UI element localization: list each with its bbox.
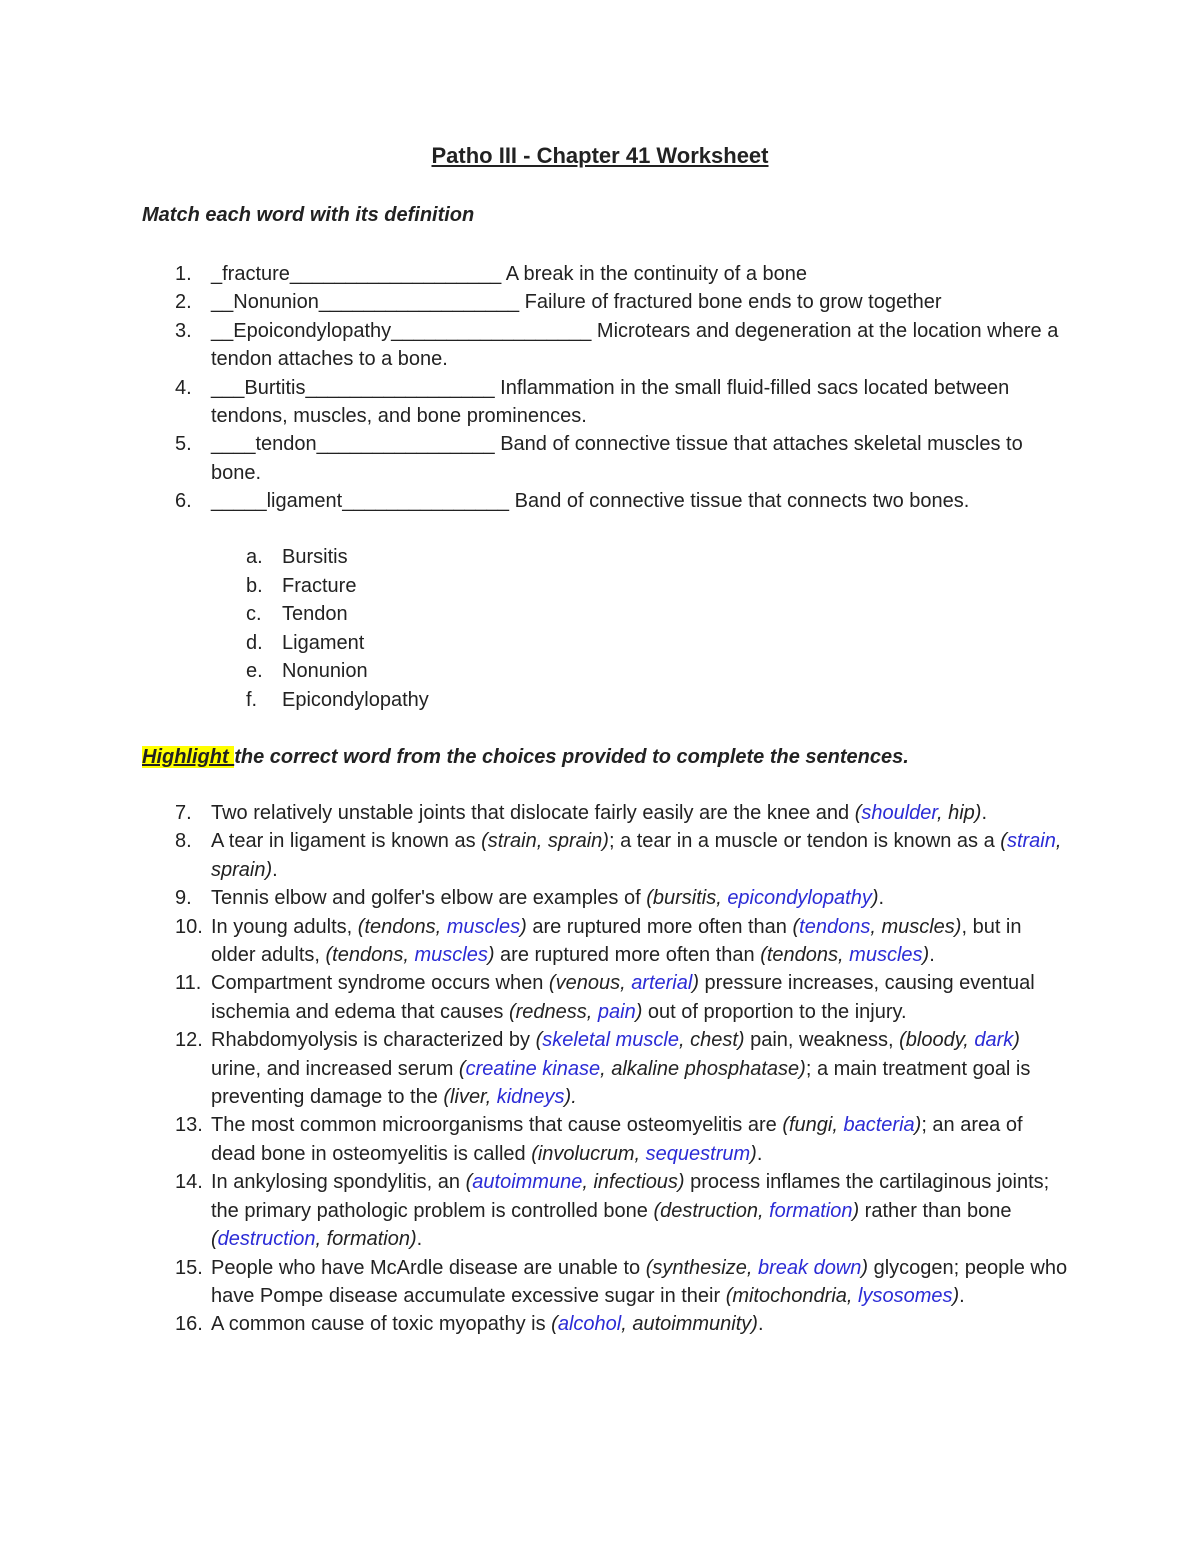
- answer-text: _____ligament_______________: [211, 490, 510, 513]
- selected-answer: formation: [769, 1199, 853, 1222]
- selected-answer: sequestrum: [645, 1142, 751, 1165]
- option-text: ): [487, 944, 495, 967]
- sentence-list: [0, 799, 1200, 1339]
- selected-answer: autoimmune: [472, 1171, 583, 1194]
- sentence-item: 12. Rhabdomyolysis is characterized by (skeletal muscle, chest) pain, weakness, (bloody, dark) urine, and increased serum (creatine kinase, alkaline phosphatase); a main treatment goal is preventing damage to the (liver, kidneys).: [175, 1029, 1031, 1109]
- option-text: ): [750, 1142, 757, 1165]
- option-text: ): [520, 915, 527, 938]
- option-text: (: [792, 915, 800, 938]
- matching-item: 5. ____tendon________________ Band of connective tissue that attaches skeletal muscles to bone.: [175, 433, 1023, 484]
- option-text: (bursitis,: [646, 887, 728, 910]
- selected-answer: epicondylopathy: [727, 887, 872, 910]
- option-text: , muscles): [870, 915, 962, 938]
- option-text: , formation): [315, 1228, 417, 1251]
- sentence-text: Two relatively unstable joints that dislocate fairly easily are the knee and: [211, 802, 855, 824]
- option-text: (strain, sprain): [481, 830, 609, 853]
- option-text: , sprain): [211, 830, 1062, 881]
- option-text: (: [854, 802, 862, 824]
- option-text: , infectious): [582, 1171, 685, 1194]
- sentence-text: ; an area of dead bone in osteomyelitis is called: [211, 1114, 1023, 1165]
- option-text: , autoimmunity): [621, 1313, 758, 1336]
- option-text: ).: [564, 1086, 577, 1109]
- sentence-text: process inflames the cartilaginous joints; the primary pathologic problem is controlled bone: [211, 1171, 1050, 1222]
- sentence-item: 13. The most common microorganisms that cause osteomyelitis are (fungi, bacteria); an area of dead bone in osteomyelitis is called (involucrum, sequestrum).: [175, 1114, 1023, 1165]
- option-text: (: [211, 1228, 218, 1251]
- sentence-text: A tear in ligament is known as: [211, 830, 482, 853]
- section2-heading: [142, 743, 909, 771]
- option-text: (bloody,: [899, 1029, 975, 1052]
- option-text: (venous,: [548, 972, 632, 995]
- selected-answer: skeletal muscle: [542, 1029, 679, 1052]
- choice-item: e. Nonunion: [246, 660, 368, 682]
- definition-text: Inflammation in the small fluid-filled sacs located between tendons, muscles, and bone prominences.: [211, 376, 1010, 428]
- sentence-text: Tennis elbow and golfer's elbow are examples of: [211, 887, 647, 910]
- sentence-text: out of proportion to the injury.: [642, 1000, 907, 1023]
- definition-text: Failure of fractured bone ends to grow together: [519, 291, 942, 314]
- highlight-word: Highlight: [142, 746, 235, 768]
- sentence-text: glycogen; people who have Pompe disease accumulate excessive sugar in their: [211, 1256, 1068, 1307]
- answer-text: __Nonunion__________________: [211, 291, 520, 314]
- option-text: (: [1000, 830, 1007, 853]
- section1-heading: Match each word with its definition: [142, 204, 475, 226]
- option-text: , chest): [678, 1029, 745, 1052]
- sentence-item: 14. In ankylosing spondylitis, an (autoimmune, infectious) process inflames the cartilaginous joints; the primary pathologic problem is controlled bone (destruction, formation) rather than bone (destruction, formation).: [175, 1171, 1050, 1251]
- option-text: (tendons,: [760, 944, 850, 967]
- selected-answer: muscles: [446, 915, 521, 938]
- sentence-text: In ankylosing spondylitis, an: [211, 1171, 466, 1194]
- option-text: (: [465, 1171, 473, 1194]
- selected-answer: alcohol: [557, 1313, 622, 1336]
- sentence-text: Rhabdomyolysis is characterized by: [211, 1029, 536, 1052]
- option-text: , alkaline phosphatase): [600, 1057, 806, 1080]
- sentence-text: ; a main treatment goal is preventing damage to the: [211, 1057, 1031, 1109]
- definition-text: Band of connective tissue that connects two bones.: [509, 490, 970, 513]
- selected-answer: strain: [1006, 830, 1056, 853]
- choices-list: [0, 543, 600, 714]
- choice-item: a. Bursitis: [246, 546, 348, 568]
- option-text: (involucrum,: [531, 1142, 646, 1165]
- option-text: ): [914, 1114, 922, 1137]
- option-text: (liver,: [443, 1086, 497, 1109]
- choice-item: d. Ligament: [246, 631, 365, 654]
- option-text: (: [535, 1029, 543, 1052]
- option-text: (fungi,: [782, 1114, 844, 1137]
- sentence-item: 7. Two relatively unstable joints that dislocate fairly easily are the knee and (shoulder, hip).: [175, 802, 988, 824]
- option-text: ): [922, 944, 930, 967]
- option-text: (destruction,: [653, 1199, 770, 1222]
- sentence-text: are ruptured more often than: [526, 915, 793, 938]
- matching-item: 1. _fracture___________________ A break in the continuity of a bone: [175, 263, 808, 285]
- sentence-text: rather than bone: [859, 1199, 1012, 1222]
- option-text: (mitochondria,: [725, 1284, 858, 1307]
- selected-answer: arterial: [631, 972, 693, 995]
- selected-answer: lysosomes: [858, 1284, 953, 1307]
- answer-text: ___Burtitis_________________: [211, 376, 495, 399]
- matching-list: [0, 260, 1200, 516]
- selected-answer: shoulder: [861, 802, 937, 824]
- matching-item: 3. __Epoicondylopathy__________________ Microtears and degeneration at the location where a tendon attaches to a bone.: [175, 319, 1059, 371]
- answer-text: _fracture___________________: [211, 263, 502, 285]
- sentence-text: pain, weakness,: [744, 1029, 900, 1052]
- sentence-text: A common cause of toxic myopathy is: [211, 1313, 552, 1336]
- sentence-text: .: [272, 858, 278, 881]
- definition-text: Band of connective tissue that attaches skeletal muscles to bone.: [211, 433, 1023, 484]
- option-text: ): [1013, 1029, 1020, 1052]
- matching-item: 2. __Nonunion__________________ Failure of fractured bone ends to grow together: [175, 291, 942, 314]
- sentence-text: are ruptured more often than: [494, 944, 761, 967]
- option-text: ): [871, 887, 879, 910]
- sentence-text: pressure increases, causing eventual ischemia and edema that causes: [211, 972, 1035, 1023]
- sentence-text: .: [756, 1142, 763, 1165]
- option-text: (: [551, 1313, 558, 1336]
- selected-answer: break down: [757, 1256, 862, 1279]
- selected-answer: muscles: [849, 944, 923, 967]
- definition-text: Microtears and degeneration at the location where a tendon attaches to a bone.: [211, 319, 1059, 371]
- sentence-item: 9. Tennis elbow and golfer's elbow are examples of (bursitis, epicondylopathy).: [175, 887, 885, 910]
- answer-text: __Epoicondylopathy__________________: [211, 319, 592, 342]
- sentence-text: .: [981, 802, 988, 824]
- selected-answer: muscles: [414, 944, 488, 967]
- sentence-item: 15. People who have McArdle disease are unable to (synthesize, break down) glycogen; people who have Pompe disease accumulate excessive sugar in their (mitochondria, lysosomes).: [175, 1256, 1068, 1307]
- sentence-item: 10. In young adults, (tendons, muscles) are ruptured more often than (tendons, muscles), but in older adults, (tendons, muscles) are ruptured more often than (tendons, muscles).: [175, 915, 1022, 967]
- sentence-item: 8. A tear in ligament is known as (strain, sprain); a tear in a muscle or tendon is known as a (strain, sprain).: [175, 830, 1062, 881]
- selected-answer: creatine kinase: [465, 1057, 601, 1080]
- definition-text: A break in the continuity of a bone: [501, 263, 808, 285]
- sentence-text: .: [929, 944, 935, 967]
- sentence-text: People who have McArdle disease are unable to: [211, 1256, 646, 1279]
- option-text: (tendons,: [357, 915, 447, 938]
- sentence-text: In young adults,: [211, 915, 358, 938]
- sentence-text: Compartment syndrome occurs when: [211, 972, 549, 995]
- sentence-text: ; a tear in a muscle or tendon is known as a: [608, 830, 1001, 853]
- option-text: ): [861, 1256, 869, 1279]
- option-text: ): [635, 1000, 643, 1023]
- option-text: (tendons,: [325, 944, 415, 967]
- selected-answer: kidneys: [496, 1086, 565, 1109]
- option-text: ): [692, 972, 699, 995]
- selected-answer: bacteria: [843, 1114, 915, 1137]
- answer-text: ____tendon________________: [211, 433, 495, 456]
- page-title: Patho III - Chapter 41 Worksheet: [431, 143, 769, 168]
- sentence-item: 11. Compartment syndrome occurs when (venous, arterial) pressure increases, causing eventual ischemia and edema that causes (redness, pain) out of proportion to the injury.: [175, 972, 1035, 1023]
- option-text: (redness,: [508, 1000, 598, 1023]
- option-text: ): [952, 1284, 960, 1307]
- option-text: (synthesize,: [645, 1256, 758, 1279]
- sentence-item: 16. A common cause of toxic myopathy is (alcohol, autoimmunity).: [175, 1313, 764, 1336]
- sentence-text: urine, and increased serum: [211, 1057, 459, 1080]
- choice-item: b. Fracture: [246, 574, 357, 597]
- choice-item: c. Tendon: [246, 603, 348, 625]
- selected-answer: tendons: [799, 915, 871, 938]
- sentence-text: , but in older adults,: [211, 915, 1022, 967]
- option-text: ): [852, 1199, 860, 1222]
- option-text: (: [458, 1057, 466, 1080]
- selected-answer: dark: [974, 1029, 1014, 1052]
- matching-item: 4. ___Burtitis_________________ Inflammation in the small fluid-filled sacs located between tendons, muscles, and bone prominences.: [175, 376, 1010, 428]
- sentence-text: .: [878, 887, 885, 910]
- choice-item: f. Epicondylopathy: [246, 688, 429, 711]
- selected-answer: pain: [597, 1000, 636, 1023]
- sentence-text: .: [416, 1228, 423, 1251]
- sentence-text: The most common microorganisms that cause osteomyelitis are: [211, 1114, 783, 1137]
- selected-answer: destruction: [217, 1228, 316, 1251]
- option-text: , hip): [936, 802, 982, 824]
- sentence-text: .: [757, 1313, 764, 1336]
- sentence-text: .: [959, 1284, 965, 1307]
- matching-item: 6. _____ligament_______________ Band of connective tissue that connects two bones.: [175, 490, 970, 513]
- section2-heading-rest: the correct word from the choices provided to complete the sentences.: [234, 746, 909, 768]
